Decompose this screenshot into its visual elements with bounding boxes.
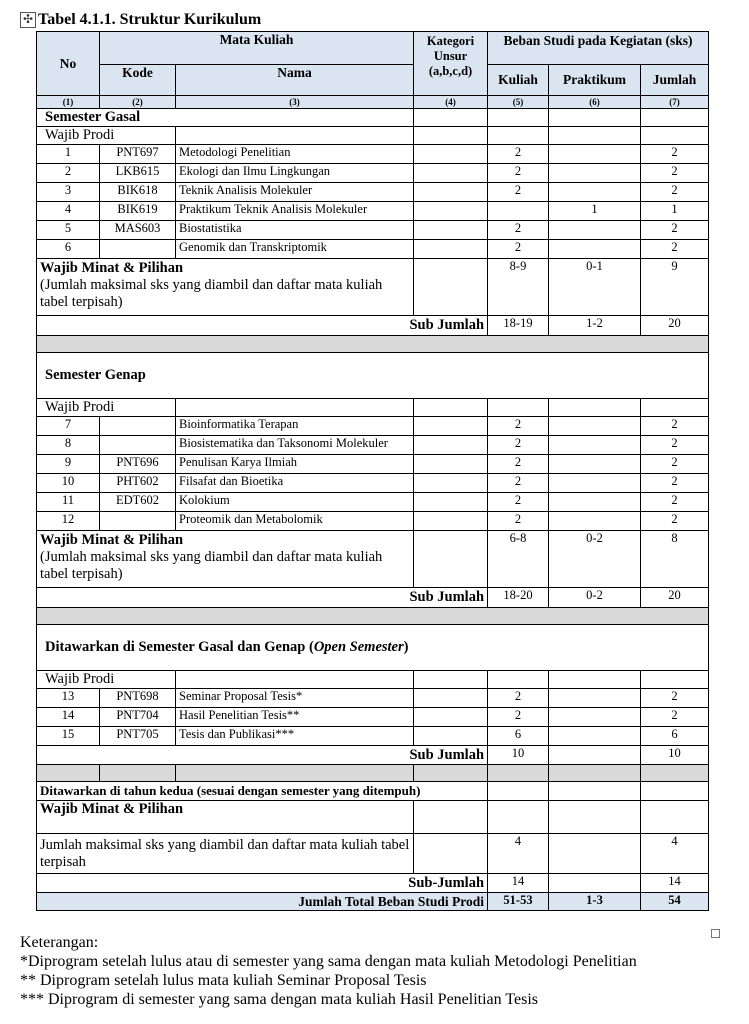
index-5: (5) xyxy=(488,96,549,109)
gasal-rows xyxy=(37,145,709,259)
header-kuliah: Kuliah xyxy=(488,65,549,96)
minat-text: Jumlah maksimal sks yang diambil dan daftar mata kuliah tabel terpisah xyxy=(37,834,414,874)
course-row xyxy=(37,708,709,727)
course-praktikum xyxy=(549,689,641,708)
header-nama: Nama xyxy=(176,65,414,96)
course-no: 13 xyxy=(37,689,100,708)
minat-jumlah: 8 xyxy=(641,531,709,588)
sub-jumlah-label: Sub Jumlah xyxy=(37,588,488,608)
course-no: 4 xyxy=(37,202,100,221)
sub-jumlah-label: Sub Jumlah xyxy=(37,746,488,765)
sub-jumlah-label: Sub-Jumlah xyxy=(37,874,488,893)
course-row xyxy=(37,221,709,240)
course-praktikum xyxy=(549,708,641,727)
index-2: (2) xyxy=(100,96,176,109)
course-row xyxy=(37,727,709,746)
total-jumlah: 54 xyxy=(641,893,709,911)
course-praktikum xyxy=(549,512,641,531)
course-nama: Praktikum Teknik Analisis Molekuler xyxy=(176,202,414,221)
course-kategori xyxy=(414,689,488,708)
course-nama: Metodologi Penelitian xyxy=(176,145,414,164)
course-praktikum xyxy=(549,436,641,455)
course-praktikum xyxy=(549,221,641,240)
course-nama: Penulisan Karya Ilmiah xyxy=(176,455,414,474)
course-kuliah: 2 xyxy=(488,221,549,240)
course-kategori xyxy=(414,436,488,455)
minat-text: (Jumlah maksimal sks yang diambil dan daftar mata kuliah tabel terpisah) xyxy=(40,277,383,310)
notes xyxy=(20,933,637,1009)
course-kuliah: 6 xyxy=(488,727,549,746)
course-nama: Tesis dan Publikasi*** xyxy=(176,727,414,746)
course-kategori xyxy=(414,727,488,746)
course-jumlah: 2 xyxy=(641,417,709,436)
minat-jumlah: 4 xyxy=(641,834,709,874)
course-no: 12 xyxy=(37,512,100,531)
course-no: 3 xyxy=(37,183,100,202)
course-jumlah: 2 xyxy=(641,145,709,164)
course-nama: Proteomik dan Metabolomik xyxy=(176,512,414,531)
minat-cell-genap xyxy=(37,531,414,588)
minat-kuliah: 4 xyxy=(488,834,549,874)
course-nama: Kolokium xyxy=(176,493,414,512)
section-title-genap: Semester Genap xyxy=(37,353,709,399)
course-no: 8 xyxy=(37,436,100,455)
course-praktikum xyxy=(549,145,641,164)
course-row xyxy=(37,689,709,708)
course-no: 11 xyxy=(37,493,100,512)
minat-text: (Jumlah maksimal sks yang diambil dan daftar mata kuliah tabel terpisah) xyxy=(40,549,383,582)
course-nama: Seminar Proposal Tesis* xyxy=(176,689,414,708)
course-praktikum: 1 xyxy=(549,202,641,221)
index-7: (7) xyxy=(641,96,709,109)
course-praktikum xyxy=(549,474,641,493)
course-kode: EDT602 xyxy=(100,493,176,512)
course-nama: Genomik dan Transkriptomik xyxy=(176,240,414,259)
course-no: 2 xyxy=(37,164,100,183)
separator-row xyxy=(37,765,709,782)
sub-jumlah-label: Sub Jumlah xyxy=(37,316,488,336)
course-kuliah: 2 xyxy=(488,164,549,183)
course-no: 9 xyxy=(37,455,100,474)
minat-kuliah: 8-9 xyxy=(488,259,549,316)
course-praktikum xyxy=(549,417,641,436)
course-nama: Biosistematika dan Taksonomi Molekuler xyxy=(176,436,414,455)
course-kuliah: 2 xyxy=(488,240,549,259)
course-praktikum xyxy=(549,455,641,474)
course-kode xyxy=(100,436,176,455)
course-jumlah: 2 xyxy=(641,474,709,493)
open-rows xyxy=(37,689,709,746)
course-kuliah: 2 xyxy=(488,436,549,455)
course-kode: BIK618 xyxy=(100,183,176,202)
note-1: *Diprogram setelah lulus atau di semester yang sama dengan mata kuliah Metodologi Penelitian xyxy=(20,953,637,970)
index-3: (3) xyxy=(176,96,414,109)
total-label: Jumlah Total Beban Studi Prodi xyxy=(37,893,488,911)
course-kategori xyxy=(414,708,488,727)
sub-jumlah: 10 xyxy=(641,746,709,765)
course-jumlah: 2 xyxy=(641,512,709,531)
notes-title: Keterangan: xyxy=(20,934,99,951)
course-jumlah: 2 xyxy=(641,164,709,183)
section-title-tahun-kedua: Ditawarkan di tahun kedua (sesuai dengan semester yang ditempuh) xyxy=(37,782,488,801)
course-row xyxy=(37,145,709,164)
course-jumlah: 2 xyxy=(641,240,709,259)
wajib-prodi-label: Wajib Prodi xyxy=(37,127,176,145)
header-kategori: Kategori Unsur (a,b,c,d) xyxy=(414,32,488,96)
course-kode: MAS603 xyxy=(100,221,176,240)
course-row xyxy=(37,164,709,183)
course-kuliah xyxy=(488,202,549,221)
sub-praktikum: 1-2 xyxy=(549,316,641,336)
course-no: 14 xyxy=(37,708,100,727)
open-title-end: ) xyxy=(403,639,409,655)
course-row xyxy=(37,512,709,531)
course-kuliah: 2 xyxy=(488,512,549,531)
course-nama: Ekologi dan Ilmu Lingkungan xyxy=(176,164,414,183)
course-kode: PNT705 xyxy=(100,727,176,746)
course-no: 1 xyxy=(37,145,100,164)
minat-jumlah: 9 xyxy=(641,259,709,316)
course-kategori xyxy=(414,417,488,436)
course-kategori xyxy=(414,202,488,221)
course-no: 7 xyxy=(37,417,100,436)
course-praktikum xyxy=(549,183,641,202)
course-praktikum xyxy=(549,240,641,259)
course-row xyxy=(37,240,709,259)
sub-kuliah: 14 xyxy=(488,874,549,893)
course-kuliah: 2 xyxy=(488,493,549,512)
minat-praktikum: 0-2 xyxy=(549,531,641,588)
course-row xyxy=(37,417,709,436)
course-kuliah: 2 xyxy=(488,474,549,493)
course-no: 5 xyxy=(37,221,100,240)
open-title-italic: Open Semester xyxy=(313,639,404,655)
header-mata-kuliah: Mata Kuliah xyxy=(100,32,414,65)
course-kuliah: 2 xyxy=(488,183,549,202)
minat-kuliah: 6-8 xyxy=(488,531,549,588)
curriculum-table xyxy=(36,31,709,911)
course-kategori xyxy=(414,183,488,202)
course-jumlah: 2 xyxy=(641,183,709,202)
course-kode: PHT602 xyxy=(100,474,176,493)
course-row xyxy=(37,455,709,474)
course-kategori xyxy=(414,145,488,164)
course-kuliah: 2 xyxy=(488,417,549,436)
total-praktikum: 1-3 xyxy=(549,893,641,911)
course-jumlah: 2 xyxy=(641,689,709,708)
course-no: 15 xyxy=(37,727,100,746)
course-kategori xyxy=(414,493,488,512)
table-resize-handle[interactable] xyxy=(711,929,720,938)
index-6: (6) xyxy=(549,96,641,109)
course-kategori xyxy=(414,455,488,474)
course-kode: LKB615 xyxy=(100,164,176,183)
note-3: *** Diprogram di semester yang sama dengan mata kuliah Hasil Penelitian Tesis xyxy=(20,991,539,1008)
course-nama: Hasil Penelitian Tesis** xyxy=(176,708,414,727)
table-title: Tabel 4.1.1. Struktur Kurikulum xyxy=(38,11,262,28)
course-kode xyxy=(100,417,176,436)
wajib-prodi-label: Wajib Prodi xyxy=(37,671,176,689)
sub-jumlah: 20 xyxy=(641,588,709,608)
course-jumlah: 6 xyxy=(641,727,709,746)
sub-kuliah: 18-20 xyxy=(488,588,549,608)
course-row xyxy=(37,183,709,202)
header-beban: Beban Studi pada Kegiatan (sks) xyxy=(488,32,709,65)
course-praktikum xyxy=(549,727,641,746)
course-no: 10 xyxy=(37,474,100,493)
sub-kuliah: 18-19 xyxy=(488,316,549,336)
minat-praktikum: 0-1 xyxy=(549,259,641,316)
course-kode: BIK619 xyxy=(100,202,176,221)
course-row xyxy=(37,474,709,493)
course-kuliah: 2 xyxy=(488,455,549,474)
separator-row xyxy=(37,608,709,625)
course-nama: Biostatistika xyxy=(176,221,414,240)
sub-praktikum xyxy=(549,746,641,765)
course-jumlah: 2 xyxy=(641,455,709,474)
sub-jumlah: 14 xyxy=(641,874,709,893)
index-4: (4) xyxy=(414,96,488,109)
minat-title: Wajib Minat & Pilihan xyxy=(40,260,184,276)
index-1: (1) xyxy=(37,96,100,109)
course-kode: PNT696 xyxy=(100,455,176,474)
course-row xyxy=(37,493,709,512)
wajib-prodi-label: Wajib Prodi xyxy=(37,399,176,417)
course-jumlah: 2 xyxy=(641,708,709,727)
header-jumlah: Jumlah xyxy=(641,65,709,96)
course-no: 6 xyxy=(37,240,100,259)
course-kategori xyxy=(414,164,488,183)
course-nama: Teknik Analisis Molekuler xyxy=(176,183,414,202)
course-kuliah: 2 xyxy=(488,708,549,727)
course-kategori xyxy=(414,240,488,259)
course-kode: PNT698 xyxy=(100,689,176,708)
minat-title: Wajib Minat & Pilihan xyxy=(40,532,184,548)
course-praktikum xyxy=(549,493,641,512)
section-title-gasal: Semester Gasal xyxy=(37,109,414,127)
header-praktikum: Praktikum xyxy=(549,65,641,96)
header-no: No xyxy=(37,32,100,96)
course-praktikum xyxy=(549,164,641,183)
sub-praktikum: 0-2 xyxy=(549,588,641,608)
course-row xyxy=(37,202,709,221)
separator-row xyxy=(37,336,709,353)
course-kode xyxy=(100,240,176,259)
note-2: ** Diprogram setelah lulus mata kuliah Seminar Proposal Tesis xyxy=(20,972,427,989)
course-nama: Bioinformatika Terapan xyxy=(176,417,414,436)
course-jumlah: 2 xyxy=(641,436,709,455)
move-handle-icon[interactable]: ✣ xyxy=(20,12,36,28)
course-kode xyxy=(100,512,176,531)
course-kategori xyxy=(414,512,488,531)
course-kategori xyxy=(414,221,488,240)
sub-kuliah: 10 xyxy=(488,746,549,765)
minat-title: Wajib Minat & Pilihan xyxy=(37,801,414,834)
course-row xyxy=(37,436,709,455)
course-kuliah: 2 xyxy=(488,145,549,164)
genap-rows xyxy=(37,417,709,531)
course-nama: Filsafat dan Bioetika xyxy=(176,474,414,493)
total-kuliah: 51-53 xyxy=(488,893,549,911)
title-row xyxy=(20,10,261,30)
section-title-open xyxy=(37,625,709,671)
course-jumlah: 2 xyxy=(641,493,709,512)
course-kuliah: 2 xyxy=(488,689,549,708)
sub-jumlah: 20 xyxy=(641,316,709,336)
header-kode: Kode xyxy=(100,65,176,96)
course-kode: PNT704 xyxy=(100,708,176,727)
course-jumlah: 1 xyxy=(641,202,709,221)
open-title-part: Ditawarkan di Semester Gasal dan Genap ( xyxy=(45,639,314,655)
course-jumlah: 2 xyxy=(641,221,709,240)
course-kode: PNT697 xyxy=(100,145,176,164)
course-kategori xyxy=(414,474,488,493)
minat-cell-gasal xyxy=(37,259,414,316)
